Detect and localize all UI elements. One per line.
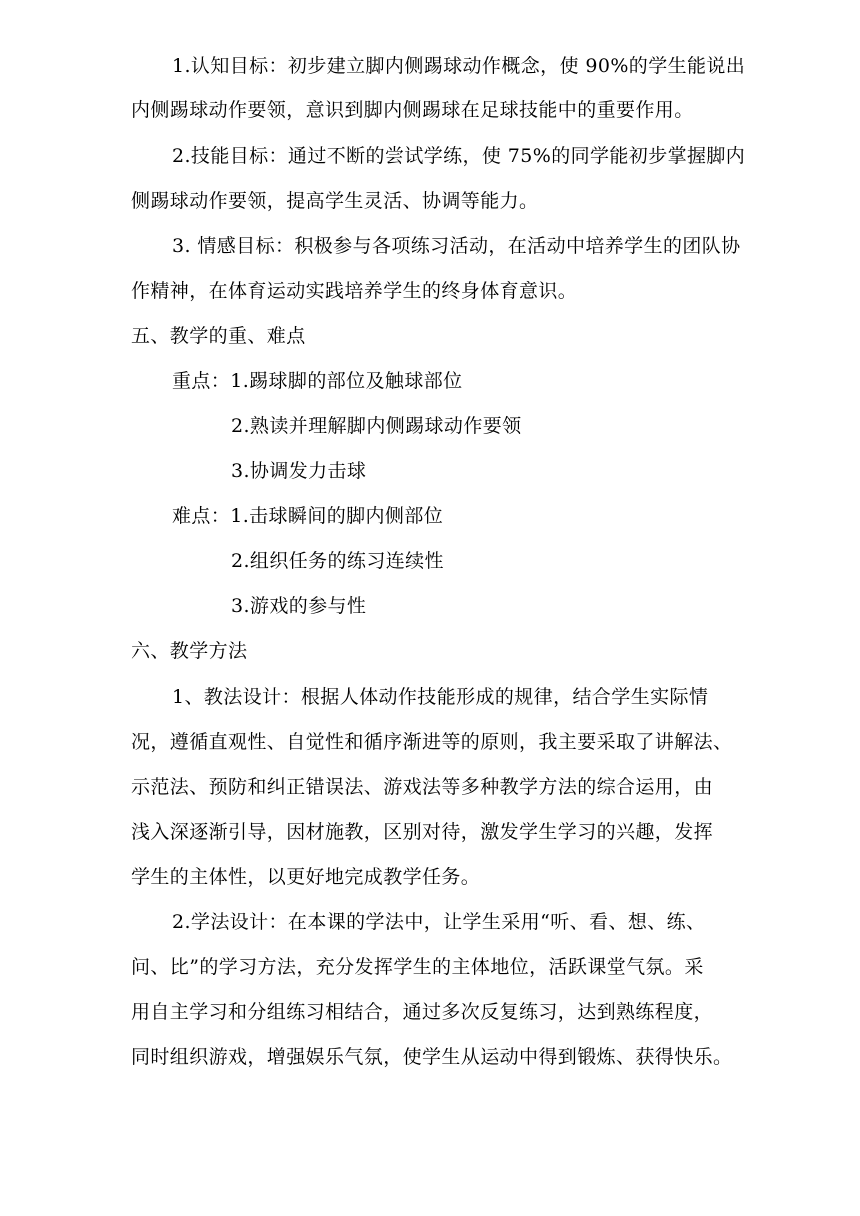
goal-cognitive-line-1: 1.认知目标：初步建立脚内侧踢球动作概念，使 90%的学生能说出 [172, 55, 746, 77]
section6-heading: 六、教学方法 [131, 640, 248, 662]
goal-emotion-line-1: 3. 情感目标：积极参与各项练习活动，在活动中培养学生的团队协 [172, 235, 741, 257]
difficulty-2: 2.组织任务的练习连续性 [231, 550, 444, 572]
difficulty-3: 3.游戏的参与性 [231, 595, 367, 617]
section5-heading: 五、教学的重、难点 [131, 325, 306, 347]
difficulty-1: 难点：1.击球瞬间的脚内侧部位 [172, 505, 444, 527]
goal-skill-line-1: 2.技能目标：通过不断的尝试学练，使 75%的同学能初步掌握脚内 [172, 145, 746, 167]
learning-line-1: 2.学法设计：在本课的学法中，让学生采用“听、看、想、练、 [172, 911, 706, 933]
teaching-line-5: 学生的主体性，以更好地完成教学任务。 [131, 866, 481, 888]
teaching-line-3: 示范法、预防和纠正错误法、游戏法等多种教学方法的综合运用，由 [131, 776, 714, 798]
goal-cognitive-line-2: 内侧踢球动作要领，意识到脚内侧踢球在足球技能中的重要作用。 [131, 99, 694, 121]
learning-line-4: 同时组织游戏，增强娱乐气氛，使学生从运动中得到锻炼、获得快乐。 [131, 1046, 733, 1068]
key-point-1: 重点：1.踢球脚的部位及触球部位 [172, 370, 463, 392]
goal-emotion-line-2: 作精神，在体育运动实践培养学生的终身体育意识。 [131, 280, 578, 302]
learning-line-2: 问、比”的学习方法，充分发挥学生的主体地位，活跃课堂气氛。采 [131, 956, 704, 978]
teaching-line-2: 况，遵循直观性、自觉性和循序渐进等的原则，我主要采取了讲解法、 [131, 731, 733, 753]
key-point-3: 3.协调发力击球 [231, 460, 367, 482]
learning-line-3: 用自主学习和分组练习相结合，通过多次反复练习，达到熟练程度， [131, 1001, 714, 1023]
goal-skill-line-2: 侧踢球动作要领，提高学生灵活、协调等能力。 [131, 190, 539, 212]
teaching-line-4: 浅入深逐渐引导，因材施教，区别对待，激发学生学习的兴趣，发挥 [131, 821, 714, 843]
key-point-2: 2.熟读并理解脚内侧踢球动作要领 [231, 415, 522, 437]
teaching-line-1: 1、教法设计：根据人体动作技能形成的规律，结合学生实际情 [172, 686, 709, 708]
